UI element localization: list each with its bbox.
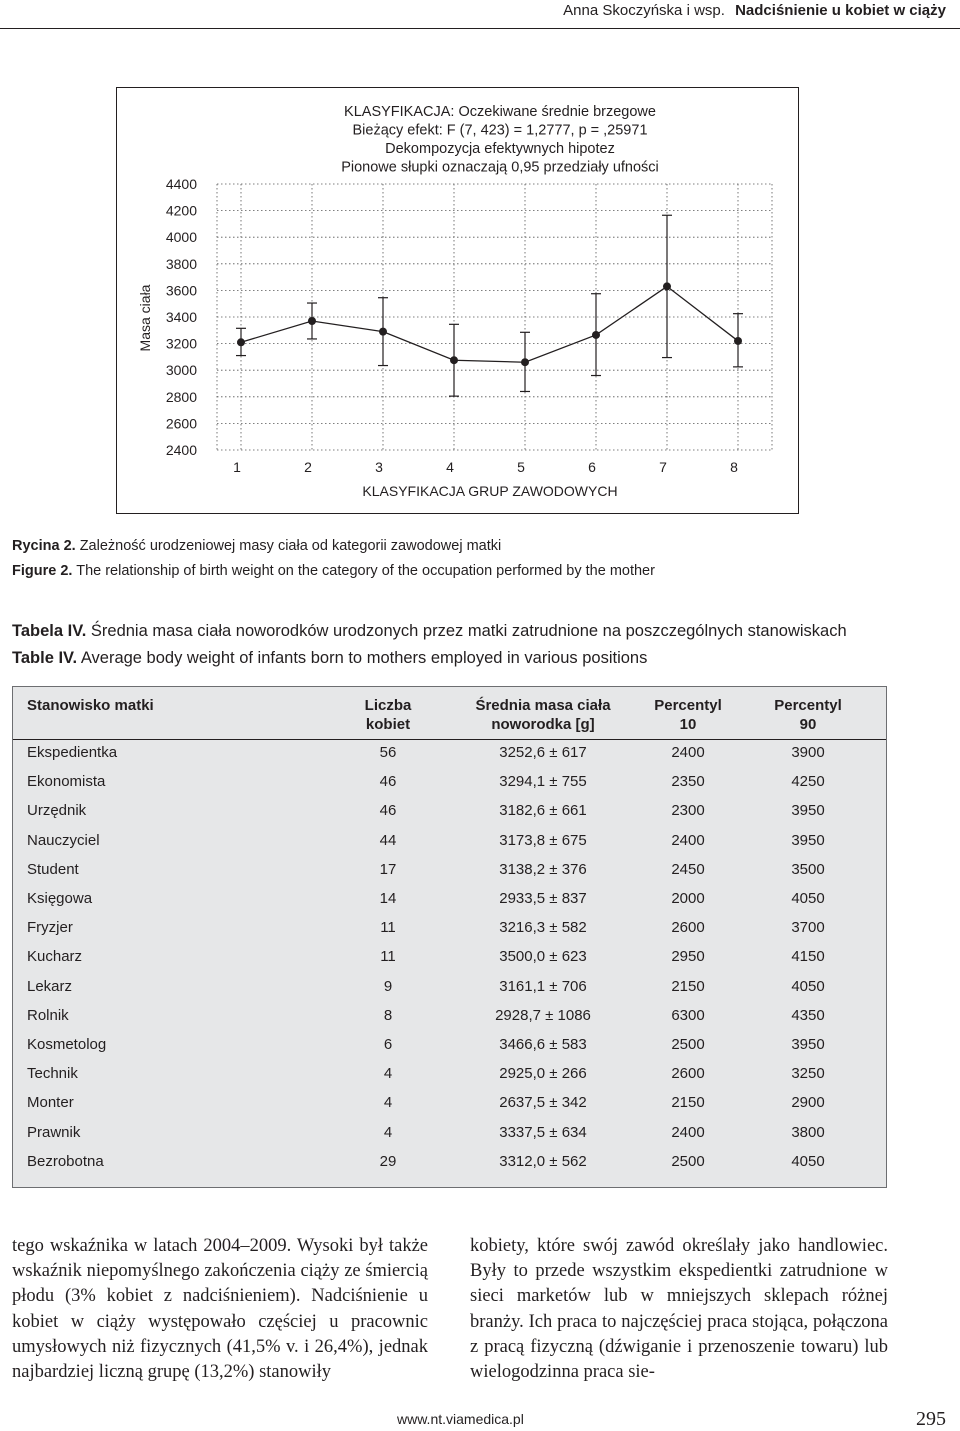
- y-tick-label: 2800: [165, 388, 197, 405]
- cell-count: 46: [379, 802, 397, 820]
- x-tick-label: 2: [304, 459, 312, 475]
- body-text-left-column: tego wskaźnika w latach 2004–2009. Wysoki był także wskaźnik niepomyślnego zakończenia ciąży ze śmiercią płodu (3% kobiet z nadciśnieniem). Nadciśnienie u kobiet w ciąży występowało częściej u pracownic umysłowych niż fizycznych (41,5% v. i 26,4%), jednak najbardziej liczną grupę (13,2%) stanowiły: [12, 1236, 428, 1383]
- table-title-pl: [12, 622, 847, 641]
- cell-p10: 2500: [671, 1152, 705, 1170]
- cell-position: Lekarz: [27, 977, 73, 995]
- y-tick-label: 3200: [165, 335, 197, 352]
- cell-p90: 3250: [791, 1065, 825, 1083]
- cell-mean: 3161,1 ± 706: [499, 977, 587, 995]
- cell-p10: 2150: [671, 977, 705, 995]
- footer-url: www.nt.viamedica.pl: [397, 1411, 524, 1427]
- series-polyline: [241, 286, 738, 362]
- data-point: [308, 317, 316, 325]
- cell-count: 56: [379, 744, 397, 761]
- line-chart: [117, 88, 797, 512]
- cell-mean: 2933,5 ± 837: [499, 890, 587, 907]
- cell-count: 11: [380, 919, 396, 937]
- chart-title-line: Pionowe słupki oznaczają 0,95 przedziały ufności: [341, 159, 659, 176]
- header-p10: [643, 696, 733, 734]
- cell-position: Nauczyciel: [27, 831, 100, 849]
- table-row: [13, 890, 886, 919]
- running-head-authors: Anna Skoczyńska i wsp.: [563, 2, 725, 19]
- table-row: [13, 832, 886, 861]
- cell-mean: 3466,6 ± 583: [499, 1036, 587, 1053]
- x-tick-label: 7: [659, 459, 667, 475]
- cell-p10: 2950: [671, 948, 705, 966]
- cell-p90: 3900: [791, 744, 825, 761]
- header-p10-line2: 10: [679, 716, 697, 733]
- cell-count: 4: [383, 1094, 393, 1112]
- table-row: [13, 1124, 886, 1153]
- header-p90: [763, 696, 853, 734]
- figure-caption-en-text: The relationship of birth weight on the category of the occupation performed by the mother: [76, 563, 655, 579]
- series-points: [237, 282, 742, 366]
- cell-position: Student: [27, 860, 79, 878]
- data-point: [663, 282, 671, 290]
- data-table: [12, 686, 887, 1188]
- cell-position: Ekspedientka: [27, 744, 118, 761]
- table-row: [13, 1153, 886, 1182]
- y-tick-label: 3600: [165, 282, 197, 299]
- cell-p90: 4350: [791, 1006, 825, 1024]
- cell-count: 4: [383, 1123, 393, 1141]
- x-axis-label: KLASYFIKACJA GRUP ZAWODOWYCH: [362, 483, 618, 499]
- cell-count: 17: [379, 860, 397, 878]
- cell-mean: 2928,7 ± 1086: [495, 1006, 591, 1024]
- page-number: 295: [916, 1408, 946, 1430]
- header-mean-line2: noworodka [g]: [491, 716, 595, 733]
- table-row: [13, 978, 886, 1007]
- cell-p10: 2150: [671, 1094, 705, 1112]
- cell-mean: 3294,1 ± 755: [499, 773, 587, 791]
- x-tick-label: 1: [233, 459, 241, 475]
- cell-p10: 2350: [671, 773, 705, 791]
- body-text-right-column: kobiety, które swój zawód określały jako handlowiec. Były to przede wszystkim ekspedientki zatrudnione w sieci marketów lub w mniejszych sklepach różnej branży. Ich praca to najczęściej praca stojąca, połączona z pracą fizyczną (dźwiganie i przenoszenie towaru) lub wielogodzinna praca sie-: [470, 1236, 888, 1383]
- chart-title-line: Bieżący efekt: F (7, 423) = 1,2777, p = ,25971: [352, 122, 648, 139]
- chart-title-line: Dekompozycja efektywnych hipotez: [385, 141, 615, 157]
- cell-position: Kosmetolog: [27, 1036, 107, 1053]
- cell-p90: 2900: [791, 1094, 825, 1112]
- table-title-pl-label: Tabela IV.: [12, 622, 87, 640]
- cell-mean: 3500,0 ± 623: [499, 948, 587, 966]
- cell-mean: 3337,5 ± 634: [499, 1123, 587, 1141]
- cell-count: 9: [383, 977, 393, 995]
- cell-position: Technik: [27, 1065, 78, 1083]
- table-row: [13, 773, 886, 802]
- cell-p90: 3500: [791, 860, 825, 878]
- header-mean: [463, 696, 623, 734]
- cell-count: 14: [379, 890, 397, 907]
- data-point: [592, 331, 600, 339]
- x-tick-label: 4: [446, 459, 454, 475]
- chart-title: [341, 104, 659, 176]
- table-title-pl-text: Średnia masa ciała noworodków urodzonych przez matki zatrudnione na poszczególnych stanowiskach: [90, 622, 847, 640]
- cell-p90: 4150: [791, 948, 825, 966]
- cell-mean: 2637,5 ± 342: [499, 1094, 587, 1112]
- cell-p10: 2400: [671, 744, 705, 761]
- cell-p90: 3950: [791, 831, 825, 849]
- cell-mean: 2925,0 ± 266: [499, 1065, 587, 1083]
- table-row: [13, 1094, 886, 1123]
- header-p90-line1: Percentyl: [774, 697, 842, 714]
- figure-caption-pl: [12, 538, 501, 554]
- data-point: [379, 328, 387, 336]
- table-title-en-text: Average body weight of infants born to mothers employed in various positions: [80, 649, 648, 667]
- chart-title-line: KLASYFIKACJA: Oczekiwane średnie brzegowe: [344, 104, 656, 120]
- cell-p90: 3950: [791, 802, 825, 820]
- cell-p90: 4250: [791, 773, 825, 791]
- cell-mean: 3312,0 ± 562: [499, 1152, 587, 1170]
- cell-count: 44: [379, 831, 397, 849]
- cell-p90: 4050: [791, 890, 825, 907]
- cell-position: Fryzjer: [27, 919, 73, 937]
- cell-p10: 2600: [671, 919, 705, 937]
- table-title-en: [12, 649, 647, 668]
- cell-p10: 2450: [671, 860, 705, 878]
- running-head: [563, 2, 946, 19]
- cell-position: Prawnik: [27, 1123, 81, 1141]
- header-p90-line2: 90: [799, 716, 817, 733]
- running-head-rule: [0, 28, 960, 29]
- x-tick-label: 8: [730, 459, 738, 475]
- table-header-rule: [13, 739, 886, 740]
- cell-position: Urzędnik: [27, 802, 87, 820]
- cell-p10: 6300: [671, 1006, 705, 1024]
- y-tick-label: 4000: [165, 229, 197, 246]
- y-tick-label: 2600: [165, 415, 197, 432]
- chart-grid: [217, 184, 772, 450]
- table-row: [13, 744, 886, 773]
- figure-caption-pl-label: Rycina 2.: [12, 538, 76, 554]
- x-tick-label: 6: [588, 459, 596, 475]
- table-row: [13, 948, 886, 977]
- y-tick-label: 3000: [165, 362, 197, 379]
- cell-p90: 3700: [791, 919, 825, 937]
- cell-position: Kucharz: [27, 948, 83, 966]
- header-mean-line1: Średnia masa ciała: [475, 697, 611, 714]
- cell-mean: 3182,6 ± 661: [499, 802, 587, 820]
- cell-position: Bezrobotna: [27, 1152, 104, 1170]
- y-axis-ticks: [166, 176, 197, 458]
- cell-position: Księgowa: [27, 890, 93, 907]
- header-count: Liczba kobiet: [364, 697, 412, 733]
- data-point: [734, 337, 742, 345]
- cell-count: 46: [379, 773, 397, 791]
- table-title-en-label: Table IV.: [12, 649, 78, 667]
- figure-caption-en-label: Figure 2.: [12, 563, 73, 579]
- cell-p10: 2300: [671, 802, 705, 820]
- y-tick-label: 4400: [165, 176, 197, 192]
- cell-count: 11: [380, 948, 396, 966]
- cell-mean: 3138,2 ± 376: [499, 860, 587, 878]
- table-row: [13, 919, 886, 948]
- data-point: [237, 338, 245, 346]
- cell-count: 8: [383, 1006, 393, 1024]
- cell-p90: 3950: [791, 1036, 825, 1053]
- table-row: [13, 861, 886, 890]
- cell-position: Monter: [27, 1094, 74, 1112]
- running-head-title: Nadciśnienie u kobiet w ciąży: [735, 2, 946, 19]
- table-row: [13, 1007, 886, 1036]
- y-tick-label: 3800: [165, 255, 197, 272]
- header-position: Stanowisko matki: [27, 697, 154, 714]
- cell-mean: 3252,6 ± 617: [499, 744, 587, 761]
- x-tick-label: 5: [517, 459, 525, 475]
- header-p10-line1: Percentyl: [654, 697, 722, 714]
- y-tick-label: 2400: [165, 442, 197, 458]
- cell-p10: 2600: [671, 1065, 705, 1083]
- series-line: [241, 286, 738, 362]
- data-point: [450, 356, 458, 364]
- cell-position: Rolnik: [27, 1006, 69, 1024]
- table-row: [13, 802, 886, 831]
- figure-box: [116, 87, 799, 514]
- cell-position: Ekonomista: [27, 773, 106, 791]
- table-row: [13, 1036, 886, 1065]
- cell-p10: 2400: [671, 1123, 705, 1141]
- cell-p90: 4050: [791, 977, 825, 995]
- table-row: [13, 1065, 886, 1094]
- figure-caption-pl-text: Zależność urodzeniowej masy ciała od kategorii zawodowej matki: [79, 538, 502, 554]
- cell-count: 4: [383, 1065, 393, 1083]
- cell-p90: 4050: [791, 1152, 825, 1170]
- cell-mean: 3216,3 ± 582: [499, 919, 587, 937]
- cell-p10: 2000: [671, 890, 705, 907]
- figure-caption-en: [12, 563, 655, 579]
- x-axis-ticks: [233, 459, 738, 475]
- cell-count: 6: [383, 1036, 393, 1053]
- cell-p90: 3800: [791, 1123, 825, 1141]
- y-tick-label: 4200: [165, 202, 197, 219]
- y-tick-label: 3400: [165, 309, 197, 325]
- cell-p10: 2500: [671, 1036, 705, 1053]
- cell-mean: 3173,8 ± 675: [499, 831, 587, 849]
- cell-p10: 2400: [671, 831, 705, 849]
- x-tick-label: 3: [375, 459, 383, 475]
- data-point: [521, 358, 529, 366]
- y-axis-label: Masa ciała: [137, 284, 153, 352]
- cell-count: 29: [379, 1152, 397, 1170]
